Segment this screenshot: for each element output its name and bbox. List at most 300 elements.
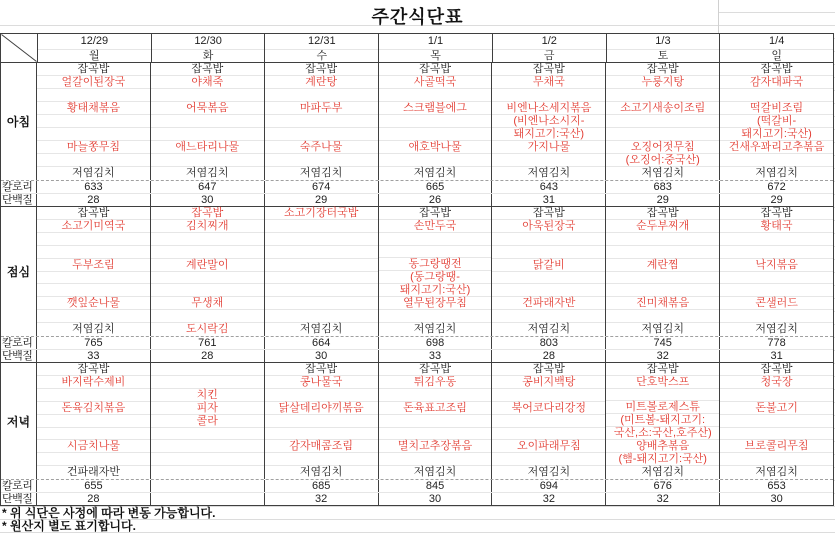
menu-item: 황태채볶음: [37, 102, 150, 115]
menu-empty-line: [379, 115, 492, 128]
menu-item: 저염김치: [527, 466, 571, 478]
menu-item: 도시락김: [186, 322, 229, 335]
menu-item: 바지락수제비: [37, 376, 150, 389]
row-label-calorie: 칼로리: [1, 337, 37, 349]
protein-value-lunch-4: 28: [492, 350, 606, 362]
menu-empty-line: [720, 89, 833, 102]
menu-empty-line: [379, 428, 492, 441]
menu-cell-dinner-0: [37, 363, 151, 479]
menu-empty-line: [606, 115, 719, 128]
dinner-section: [1, 362, 833, 479]
menu-item: 황태국: [720, 220, 833, 233]
menu-empty-line: [265, 115, 378, 128]
menu-empty-line: [265, 89, 378, 102]
menu-empty-line: [379, 246, 492, 259]
menu-item: 청국장: [720, 376, 833, 389]
protein-value-breakfast-6: 29: [770, 194, 783, 206]
menu-item: 잡곡밥: [492, 363, 605, 376]
header-date: 1/1: [427, 35, 444, 47]
menu-item: 저염김치: [413, 167, 457, 179]
menu-empty-line: [492, 453, 605, 466]
menu-item: 계란찜: [606, 259, 719, 272]
protein-value-lunch-1: 28: [151, 350, 265, 362]
menu-cell-lunch-6: [720, 207, 833, 336]
menu-empty-line: [492, 284, 605, 297]
menu-item: 무생채: [151, 297, 264, 310]
menu-item: 소고기새송이조림: [606, 102, 719, 115]
table-header-row: [1, 34, 833, 63]
menu-empty-line: [606, 246, 719, 259]
menu-empty-line: [37, 284, 150, 297]
menu-empty-line: [720, 284, 833, 297]
menu-item: (동그랑땡-: [379, 271, 492, 284]
menu-item: 잡곡밥: [151, 63, 264, 76]
header-date: 12/29: [80, 35, 109, 47]
menu-empty-line: [151, 428, 264, 441]
menu-item: 가지나물: [492, 141, 605, 154]
menu-empty-line: [151, 89, 264, 102]
menu-item: 잡곡밥: [606, 363, 719, 376]
menu-cell-dinner-1: [151, 363, 265, 479]
header-date: 1/4: [769, 35, 785, 47]
menu-item: 미트볼로제스튜: [606, 401, 719, 414]
menu-item: 멸치고추장볶음: [379, 440, 492, 453]
protein-value-dinner-5: 32: [606, 493, 720, 505]
row-label-calorie: 칼로리: [1, 181, 37, 193]
menu-item: 열무된장무침: [379, 297, 492, 310]
menu-item: 단호박스프: [606, 376, 719, 389]
breakfast-calorie-row: [1, 180, 833, 193]
menu-item: 숙주나물: [265, 141, 378, 154]
calorie-value-dinner-4: 694: [492, 480, 606, 492]
menu-item: 돈불고기: [720, 402, 833, 415]
menu-empty-line: [37, 246, 150, 259]
calorie-value-lunch-0: 765: [37, 337, 151, 349]
footnote-origin: * 원산지 별도 표기합니다.: [2, 519, 136, 533]
header-day-column-4: [493, 34, 607, 62]
menu-item: 잡곡밥: [492, 63, 605, 76]
calorie-value-breakfast-3: 665: [379, 181, 493, 193]
menu-empty-line: [265, 246, 378, 259]
calorie-value-lunch-5: 745: [606, 337, 720, 349]
menu-item: 진미채볶음: [606, 297, 719, 310]
menu-empty-line: [37, 310, 150, 323]
menu-empty-line: [379, 89, 492, 102]
menu-item: 두부조림: [37, 259, 150, 272]
row-label-protein: 단백질: [1, 194, 37, 206]
menu-empty-line: [37, 233, 150, 246]
menu-empty-line: [151, 453, 264, 466]
protein-value-lunch-0: 33: [37, 350, 151, 362]
menu-item: 비엔나소세지볶음: [492, 102, 605, 115]
menu-item: 저염김치: [299, 167, 343, 179]
menu-empty-line: [606, 389, 719, 401]
menu-empty-line: [492, 89, 605, 102]
menu-item: 국산,소:국산,호주산): [606, 427, 719, 440]
menu-item: (오징어:중국산): [606, 154, 719, 167]
menu-empty-line: [379, 154, 492, 167]
menu-empty-line: [720, 389, 833, 402]
menu-item: 잡곡밥: [720, 207, 833, 220]
menu-empty-line: [720, 272, 833, 285]
protein-value-lunch-5: 32: [606, 350, 720, 362]
menu-empty-line: [492, 428, 605, 441]
menu-item: 소고기장터국밥: [265, 207, 378, 220]
menu-empty-line: [492, 415, 605, 428]
menu-empty-line: [379, 415, 492, 428]
menu-empty-line: [265, 389, 378, 402]
menu-item: (비엔나소시지-: [492, 115, 605, 128]
menu-item: 계란말이: [151, 259, 264, 272]
menu-empty-line: [492, 154, 605, 167]
menu-empty-line: [265, 233, 378, 246]
menu-empty-line: [265, 220, 378, 233]
menu-cell-breakfast-0: [37, 63, 151, 180]
menu-item: 저염김치: [527, 322, 571, 335]
menu-cell-breakfast-5: [606, 63, 720, 180]
row-label-dinner: 저녁: [1, 363, 37, 479]
diagonal-slash-icon: [1, 34, 37, 62]
menu-item: (미트볼-돼지고기:: [606, 414, 719, 427]
menu-empty-line: [37, 428, 150, 441]
menu-item: 소고기미역국: [37, 220, 150, 233]
menu-empty-line: [720, 246, 833, 259]
protein-value-dinner-6: 30: [770, 493, 783, 505]
menu-item: 북어코다리강정: [492, 402, 605, 415]
menu-cell-dinner-2: [265, 363, 379, 479]
calorie-value-dinner-0: 655: [37, 480, 151, 492]
menu-cell-dinner-5: [606, 363, 720, 479]
menu-empty-line: [606, 310, 719, 323]
header-date: 12/30: [194, 35, 222, 47]
menu-item: 마늘쫑무침: [37, 141, 150, 154]
calorie-value-lunch-3: 698: [379, 337, 493, 349]
row-label-lunch: 점심: [1, 207, 37, 336]
menu-item: 저염김치: [72, 167, 115, 179]
header-dow: 일: [720, 49, 833, 63]
menu-empty-line: [151, 440, 264, 453]
protein-value-breakfast-3: 26: [379, 194, 493, 206]
menu-item: 돼지고기:국산): [720, 128, 833, 141]
menu-item: (떡갈비-: [720, 115, 833, 128]
menu-item: 콜라: [151, 415, 264, 428]
header-day-column-0: [38, 34, 152, 62]
menu-empty-line: [265, 310, 378, 323]
menu-item: 저염김치: [186, 167, 229, 179]
breakfast-protein-row: [1, 193, 833, 206]
menu-item: 저염김치: [755, 322, 798, 335]
lunch-section: [1, 206, 833, 336]
menu-cell-dinner-6: [720, 363, 833, 479]
calorie-value-dinner-5: 676: [606, 480, 720, 492]
menu-empty-line: [151, 233, 264, 246]
menu-item: 콩나물국: [265, 376, 378, 389]
header-dow: 월: [38, 49, 151, 63]
menu-item: 어묵볶음: [151, 102, 264, 115]
menu-empty-line: [265, 272, 378, 285]
menu-empty-line: [720, 310, 833, 323]
header-day-column-2: [265, 34, 379, 62]
menu-empty-line: [606, 272, 719, 285]
menu-item: 저염김치: [755, 167, 798, 179]
menu-empty-line: [37, 415, 150, 428]
menu-item: 돈육김치볶음: [37, 402, 150, 415]
menu-empty-line: [37, 453, 150, 466]
menu-empty-line: [151, 466, 264, 479]
menu-item: 애느타리나물: [151, 141, 264, 154]
header-day-column-3: [379, 34, 493, 62]
menu-item: 무채국: [492, 76, 605, 89]
menu-item: 손만두국: [379, 220, 492, 233]
menu-item: 건새우꽈리고추볶음: [720, 141, 833, 154]
calorie-value-breakfast-6: 672: [767, 181, 786, 193]
menu-item: 낙지볶음: [720, 259, 833, 272]
menu-item: 잡곡밥: [379, 207, 492, 220]
menu-item: 사골떡국: [379, 76, 492, 89]
header-dow: 금: [493, 49, 606, 63]
menu-item: 잡곡밥: [492, 207, 605, 220]
menu-empty-line: [151, 310, 264, 323]
menu-empty-line: [265, 453, 378, 466]
menu-item: 저염김치: [299, 466, 343, 478]
menu-item: 누룽지탕: [606, 76, 719, 89]
breakfast-section: [1, 63, 833, 180]
menu-item: 감자매콤조림: [265, 440, 378, 453]
menu-item: 피자: [151, 402, 264, 415]
menu-empty-line: [265, 297, 378, 310]
menu-empty-line: [379, 128, 492, 141]
menu-cell-lunch-3: [379, 207, 493, 336]
header-date: 1/2: [541, 35, 557, 47]
menu-item: 잡곡밥: [379, 63, 492, 76]
menu-item: 마파두부: [265, 102, 378, 115]
menu-item: 저염김치: [527, 167, 571, 179]
menu-item: 닭살데리야끼볶음: [265, 402, 378, 415]
menu-item: 잡곡밥: [37, 207, 150, 220]
menu-item: 돈육표고조림: [379, 402, 492, 415]
header-dow: 화: [152, 49, 265, 63]
menu-empty-line: [265, 428, 378, 441]
menu-item: 잡곡밥: [606, 207, 719, 220]
calorie-value-breakfast-5: 683: [606, 181, 720, 193]
menu-item: 잡곡밥: [720, 63, 833, 76]
menu-item: 잡곡밥: [151, 207, 264, 220]
menu-item: 동그랑땡전: [379, 258, 492, 271]
calorie-value-breakfast-2: 674: [265, 181, 379, 193]
menu-item: 잡곡밥: [379, 363, 492, 376]
menu-empty-line: [151, 272, 264, 285]
corner-cell: [1, 34, 38, 62]
menu-empty-line: [492, 246, 605, 259]
menu-item: 떡갈비조림: [720, 102, 833, 115]
menu-empty-line: [606, 89, 719, 102]
calorie-value-breakfast-0: 633: [37, 181, 151, 193]
menu-empty-line: [37, 115, 150, 128]
row-label-breakfast: 아침: [1, 63, 37, 180]
protein-value-breakfast-5: 29: [606, 194, 720, 206]
menu-item: 콘샐러드: [720, 297, 833, 310]
menu-item: 깻잎순나물: [37, 297, 150, 310]
dinner-protein-row: [1, 492, 833, 505]
menu-item: 감자대파국: [720, 76, 833, 89]
menu-item: 저염김치: [641, 167, 684, 179]
menu-empty-line: [265, 128, 378, 141]
menu-empty-line: [151, 246, 264, 259]
menu-empty-line: [720, 233, 833, 246]
row-label-calorie: 칼로리: [1, 480, 37, 492]
menu-empty-line: [606, 128, 719, 141]
menu-empty-line: [151, 128, 264, 141]
calorie-value-dinner-1: [151, 480, 265, 492]
protein-value-breakfast-1: 30: [151, 194, 265, 206]
menu-item: 돼지고기:국산): [379, 284, 492, 297]
menu-cell-lunch-5: [606, 207, 720, 336]
row-label-protein: 단백질: [1, 350, 37, 362]
header-date: 12/31: [308, 35, 336, 47]
menu-item: 오이파래무침: [492, 440, 605, 453]
menu-item: 돼지고기:국산): [492, 128, 605, 141]
menu-empty-line: [265, 284, 378, 297]
menu-item: 계란탕: [265, 76, 378, 89]
protein-value-dinner-4: 32: [492, 493, 606, 505]
menu-empty-line: [492, 272, 605, 285]
menu-item: 잡곡밥: [720, 363, 833, 376]
protein-value-breakfast-2: 29: [265, 194, 379, 206]
menu-cell-dinner-4: [492, 363, 606, 479]
menu-empty-line: [720, 154, 833, 167]
menu-item: 스크램블에그: [379, 102, 492, 115]
calorie-value-breakfast-4: 643: [492, 181, 606, 193]
menu-cell-lunch-4: [492, 207, 606, 336]
menu-item: 저염김치: [641, 466, 684, 478]
menu-item: 저염김치: [755, 466, 798, 478]
menu-empty-line: [37, 389, 150, 402]
menu-item: 건파래자반: [492, 297, 605, 310]
menu-empty-line: [720, 453, 833, 466]
menu-cell-breakfast-2: [265, 63, 379, 180]
menu-item: 애호박나물: [379, 141, 492, 154]
menu-empty-line: [151, 376, 264, 389]
menu-empty-line: [606, 284, 719, 297]
header-date: 1/3: [655, 35, 671, 47]
lunch-protein-row: [1, 349, 833, 362]
menu-item: 브로콜리무침: [720, 440, 833, 453]
menu-item: (햄-돼지고기:국산): [606, 453, 719, 466]
calorie-value-lunch-4: 803: [492, 337, 606, 349]
protein-value-dinner-1: [151, 493, 265, 505]
menu-empty-line: [720, 428, 833, 441]
menu-empty-line: [492, 233, 605, 246]
protein-value-lunch-6: 31: [770, 350, 783, 362]
header-dow: 목: [379, 49, 492, 63]
menu-cell-breakfast-6: [720, 63, 833, 180]
header-day-column-1: [152, 34, 266, 62]
row-label-protein: 단백질: [1, 493, 37, 505]
menu-item: 튀김우동: [379, 376, 492, 389]
menu-empty-line: [151, 115, 264, 128]
header-dow: 수: [265, 49, 378, 63]
menu-empty-line: [379, 389, 492, 402]
menu-item: 김치찌개: [151, 220, 264, 233]
menu-empty-line: [265, 259, 378, 272]
menu-cell-lunch-2: [265, 207, 379, 336]
menu-item: 시금치나물: [37, 440, 150, 453]
protein-value-breakfast-4: 31: [492, 194, 606, 206]
menu-item: 저염김치: [72, 322, 115, 335]
menu-empty-line: [720, 415, 833, 428]
menu-item: 잡곡밥: [37, 363, 150, 376]
menu-item: 저염김치: [641, 322, 684, 335]
menu-empty-line: [492, 310, 605, 323]
protein-value-dinner-0: 28: [37, 493, 151, 505]
protein-value-breakfast-0: 28: [37, 194, 151, 206]
menu-item: 콩비지백탕: [492, 376, 605, 389]
menu-cell-breakfast-4: [492, 63, 606, 180]
protein-value-dinner-3: 30: [379, 493, 493, 505]
menu-item: 닭갈비: [492, 259, 605, 272]
dinner-calorie-row: [1, 479, 833, 492]
menu-item: 순두부찌개: [606, 220, 719, 233]
meal-table: [0, 33, 834, 506]
menu-item: 얼갈이된장국: [37, 76, 150, 89]
menu-cell-lunch-0: [37, 207, 151, 336]
menu-empty-line: [492, 389, 605, 402]
lunch-calorie-row: [1, 336, 833, 349]
calorie-value-breakfast-1: 647: [151, 181, 265, 193]
menu-item: 잡곡밥: [265, 63, 378, 76]
calorie-value-dinner-3: 845: [379, 480, 493, 492]
menu-empty-line: [379, 453, 492, 466]
menu-item: 저염김치: [413, 466, 457, 478]
menu-cell-dinner-3: [379, 363, 493, 479]
calorie-value-lunch-6: 778: [767, 337, 786, 349]
page-title: 주간식단표: [371, 7, 464, 27]
footnote-menu-change: * 위 식단은 사정에 따라 변동 가능합니다.: [2, 506, 216, 520]
menu-item: 오징어젓무침: [606, 141, 719, 154]
protein-value-lunch-2: 30: [265, 350, 379, 362]
calorie-value-lunch-2: 664: [265, 337, 379, 349]
menu-cell-breakfast-3: [379, 63, 493, 180]
menu-empty-line: [37, 154, 150, 167]
menu-empty-line: [37, 89, 150, 102]
menu-empty-line: [151, 284, 264, 297]
calorie-value-dinner-6: 653: [767, 480, 786, 492]
menu-item: 야채죽: [151, 76, 264, 89]
header-day-column-6: [720, 34, 833, 62]
menu-empty-line: [606, 233, 719, 246]
menu-item: 아욱된장국: [492, 220, 605, 233]
protein-value-dinner-2: 32: [265, 493, 379, 505]
menu-empty-line: [37, 128, 150, 141]
menu-item: 저염김치: [299, 323, 343, 335]
menu-empty-line: [151, 154, 264, 167]
menu-item: 치킨: [151, 389, 264, 402]
header-dow: 토: [607, 49, 720, 63]
protein-value-lunch-3: 33: [379, 350, 493, 362]
menu-empty-line: [151, 363, 264, 376]
calorie-value-lunch-1: 761: [151, 337, 265, 349]
menu-cell-breakfast-1: [151, 63, 265, 180]
menu-item: 잡곡밥: [265, 363, 378, 376]
menu-empty-line: [379, 310, 492, 323]
menu-item: 양배추볶음: [606, 440, 719, 453]
menu-item: 잡곡밥: [37, 63, 150, 76]
header-day-column-5: [607, 34, 721, 62]
menu-empty-line: [265, 415, 378, 428]
menu-item: 잡곡밥: [606, 63, 719, 76]
menu-item: 건파래자반: [66, 466, 120, 478]
menu-empty-line: [265, 154, 378, 167]
